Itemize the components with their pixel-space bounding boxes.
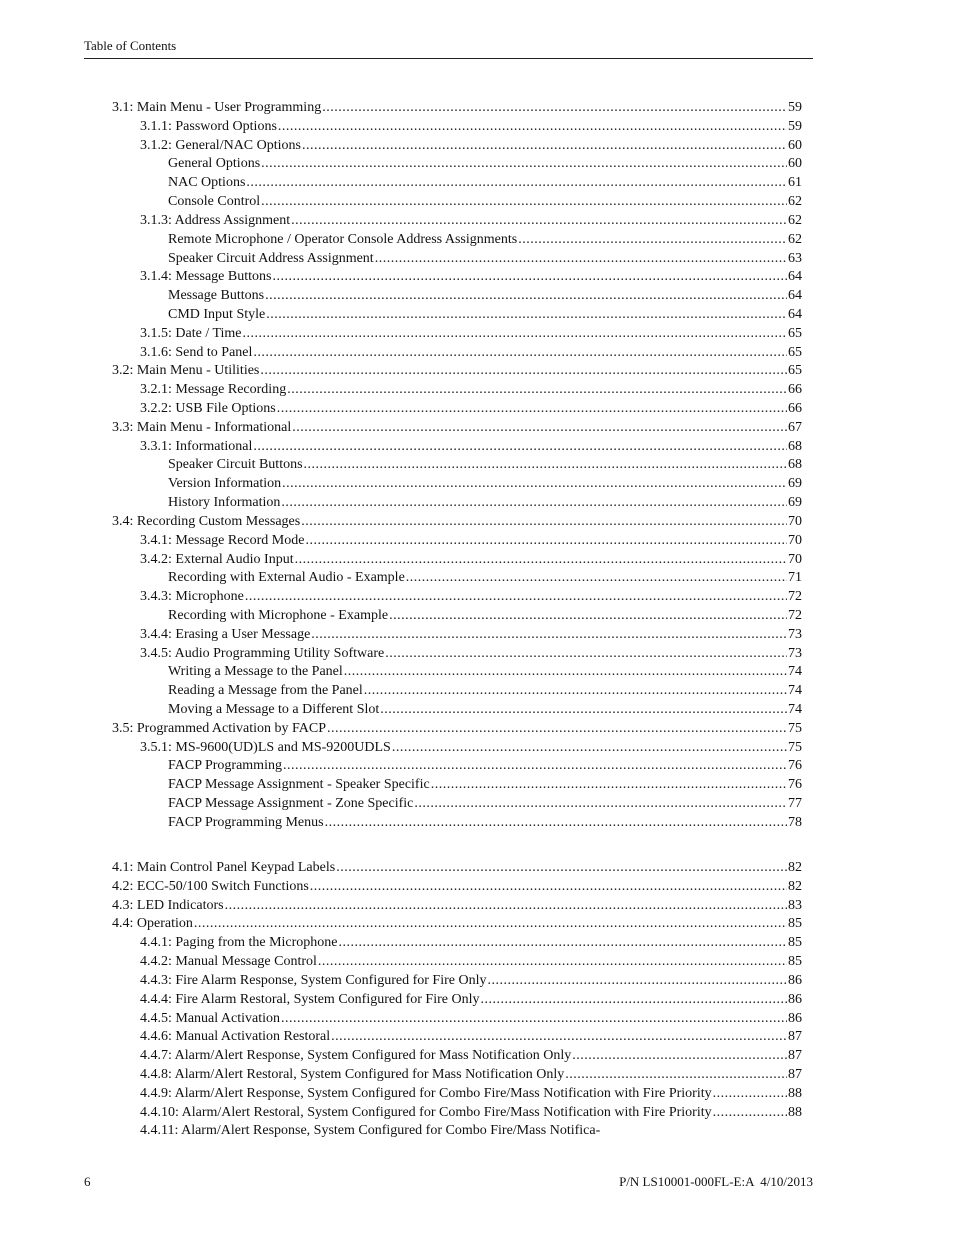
toc-entry-title: Moving a Message to a Different Slot: [168, 702, 380, 717]
toc-entry-title: 3.1.3: Address Assignment: [140, 212, 291, 228]
toc-dot-leader: [304, 456, 787, 475]
toc-dot-leader: [246, 174, 787, 193]
toc-dot-leader: [389, 607, 787, 626]
toc-entry-title: CMD Input Style: [168, 306, 266, 322]
toc-entry[interactable]: [112, 897, 802, 916]
footer-page-number: 6: [84, 1174, 91, 1189]
toc-dot-leader: [431, 776, 787, 795]
toc-entry-page: 88: [788, 1104, 802, 1120]
toc-dot-leader: [243, 325, 787, 344]
toc-entry-page: 67: [788, 419, 802, 435]
toc-entry-title: 3.3: Main Menu - Informational: [112, 419, 292, 435]
toc-entry-page: 86: [788, 991, 802, 1007]
toc-entry[interactable]: [112, 757, 802, 776]
toc-entry-title: Speaker Circuit Address Assignment: [168, 250, 374, 266]
toc-dot-leader: [287, 381, 787, 400]
toc-dot-leader: [344, 663, 787, 682]
toc-entry-page: 66: [788, 401, 802, 416]
toc-dot-leader: [713, 1085, 787, 1104]
toc-dot-leader: [713, 1104, 787, 1123]
toc-entry-page: 87: [788, 1029, 802, 1045]
toc-entry[interactable]: [112, 878, 802, 897]
toc-entry-title: 3.4.5: Audio Programming Utility Software: [140, 645, 385, 661]
toc-dot-leader: [327, 720, 787, 739]
toc-entry[interactable]: [112, 287, 802, 306]
toc-entry[interactable]: [112, 814, 802, 833]
toc-entry-title: 4.4.2: Manual Message Control: [140, 954, 317, 970]
toc-entry[interactable]: [112, 1047, 802, 1066]
toc-entry-page: 70: [788, 532, 802, 548]
toc-entry-page: 71: [788, 570, 802, 586]
toc-entry-page: 87: [788, 1048, 802, 1064]
toc-entry-page: 83: [788, 897, 802, 913]
toc-entry[interactable]: [112, 991, 802, 1010]
toc-dot-leader: [266, 306, 787, 325]
toc-entry-title: 3.1.6: Send to Panel: [140, 344, 253, 360]
toc-entry-title: 3.4.2: External Audio Input: [140, 551, 294, 567]
toc-dot-leader: [291, 212, 787, 231]
toc-entry-page: 64: [788, 288, 802, 304]
toc-entry[interactable]: [112, 268, 802, 287]
toc-entry-title: NAC Options: [168, 175, 246, 191]
toc-dot-leader: [283, 757, 787, 776]
toc-entry-page: 87: [788, 1066, 802, 1082]
toc-entry-title: 3.1: Main Menu - User Programming: [112, 100, 322, 115]
toc-entry-title: 4.2: ECC-50/100 Switch Functions: [112, 878, 309, 894]
toc-dot-leader: [480, 991, 787, 1010]
toc-dot-leader: [518, 231, 787, 250]
toc-entry[interactable]: [112, 972, 802, 991]
toc-entry-title: 4.4.5: Manual Activation: [140, 1010, 280, 1026]
toc-dot-leader: [487, 972, 787, 991]
toc-entry-title: 3.5: Programmed Activation by FACP: [112, 720, 327, 736]
toc-entry-page: 82: [788, 878, 802, 894]
toc-entry-title: 3.4.1: Message Record Mode: [140, 532, 305, 548]
toc-entry-title: 3.2.1: Message Recording: [140, 382, 287, 398]
toc-dot-leader: [278, 118, 787, 137]
toc-dot-leader: [282, 475, 787, 494]
toc-entry[interactable]: [112, 1104, 802, 1123]
toc-entry-title: 4.4.4: Fire Alarm Restoral, System Configured for Fire Only: [140, 991, 480, 1007]
toc-entry-title: FACP Programming Menus: [168, 814, 324, 830]
toc-entry[interactable]: [112, 859, 802, 878]
toc-entry[interactable]: [112, 588, 802, 607]
toc-entry[interactable]: [112, 118, 802, 137]
toc-entry-title: 3.2.2: USB File Options: [140, 401, 276, 416]
toc-entry[interactable]: [112, 456, 802, 475]
toc-dot-leader: [272, 268, 787, 287]
toc-entry-page: 74: [788, 702, 802, 717]
toc-entry[interactable]: [112, 174, 802, 193]
toc-entry-page: 86: [788, 1010, 802, 1026]
toc-entry-page: 85: [788, 935, 802, 951]
toc-dot-leader: [572, 1047, 787, 1066]
toc-entry-title: 3.5.1: MS-9600(UD)LS and MS-9200UDLS: [140, 739, 391, 755]
toc-entry[interactable]: [112, 607, 802, 626]
toc-dot-leader: [339, 934, 787, 953]
toc-entry-title: Speaker Circuit Buttons: [168, 457, 303, 473]
toc-entry-title: 3.3.1: Informational: [140, 438, 253, 454]
toc-entry-page: 60: [788, 137, 802, 153]
toc-dot-leader: [295, 551, 787, 570]
toc-entry-page: 72: [788, 607, 802, 623]
toc-entry-page: 63: [788, 250, 802, 266]
toc-entry-title: Writing a Message to the Panel: [168, 664, 343, 680]
toc-entry-title: 4.4.11: Alarm/Alert Response, System Configured for Combo Fire/Mass Notifica-: [140, 1123, 601, 1139]
toc-entry-page: 70: [788, 551, 802, 567]
toc-entry[interactable]: [112, 701, 802, 720]
toc-entry-title: General Options: [168, 156, 261, 172]
toc-entry[interactable]: [112, 155, 802, 174]
toc-entry-page: 70: [788, 513, 802, 529]
toc-dot-leader: [265, 287, 787, 306]
toc-dot-leader: [261, 193, 787, 212]
toc-dot-leader: [318, 953, 787, 972]
toc-entry-page: 65: [788, 325, 802, 341]
toc-entry[interactable]: [112, 934, 802, 953]
toc-entry-page: 60: [788, 156, 802, 172]
toc-entry[interactable]: [112, 212, 802, 231]
toc-entry-page: 68: [788, 438, 802, 454]
toc-entry-page: 62: [788, 231, 802, 247]
toc-entry[interactable]: [112, 475, 802, 494]
toc-entry-title: FACP Programming: [168, 758, 282, 774]
toc-entry-title: 3.1.2: General/NAC Options: [140, 137, 301, 153]
toc-dot-leader: [245, 588, 787, 607]
toc-entry-page: 59: [788, 118, 802, 134]
toc-entry-title: 3.1.1: Password Options: [140, 118, 277, 134]
toc-dot-leader: [375, 250, 787, 269]
toc-entry[interactable]: [112, 419, 802, 438]
toc-entry-page: 73: [788, 645, 802, 661]
toc-entry-title: 4.4.1: Paging from the Microphone: [140, 935, 338, 951]
toc-entry-page: 72: [788, 589, 802, 605]
toc-entry-page: 85: [788, 954, 802, 970]
toc-dot-leader: [281, 1010, 787, 1029]
toc-dot-leader: [253, 438, 787, 457]
toc-entry-page: 78: [788, 814, 802, 830]
toc-entry[interactable]: [112, 381, 802, 400]
toc-entry[interactable]: [112, 231, 802, 250]
toc-entry[interactable]: [112, 513, 802, 532]
toc-entry[interactable]: [112, 915, 802, 934]
toc-entry[interactable]: [112, 776, 802, 795]
toc-entry[interactable]: [112, 645, 802, 664]
toc-entry-title: FACP Message Assignment - Zone Specific: [168, 796, 414, 812]
toc-dot-leader: [260, 362, 787, 381]
toc-entry[interactable]: [112, 626, 802, 645]
toc-entry-title: Message Buttons: [168, 288, 265, 304]
toc-entry-title: 4.4.10: Alarm/Alert Restoral, System Configured for Combo Fire/Mass Notification with Fire Priority: [140, 1104, 712, 1120]
toc-dot-leader: [406, 569, 787, 588]
toc-entry-page: 65: [788, 344, 802, 360]
toc-entry-page: 62: [788, 212, 802, 228]
header-title: Table of Contents: [84, 38, 177, 53]
toc-entry[interactable]: [112, 400, 802, 419]
toc-entry[interactable]: [112, 682, 802, 701]
toc-dot-leader: [331, 1028, 787, 1047]
toc-entry-page: 82: [788, 860, 802, 875]
toc-entry-page: 64: [788, 269, 802, 285]
toc-entry-page: 65: [788, 363, 802, 379]
toc-entry[interactable]: [112, 551, 802, 570]
toc-dot-leader: [302, 137, 787, 156]
toc-dot-leader: [385, 645, 787, 664]
toc-dot-leader: [277, 400, 787, 419]
toc-dot-leader: [325, 814, 787, 833]
toc-entry[interactable]: [112, 193, 802, 212]
toc-entry-page: 75: [788, 739, 802, 755]
toc-entry-title: 4.4: Operation: [112, 916, 193, 932]
toc-entry[interactable]: [112, 438, 802, 457]
toc-entry[interactable]: [112, 137, 802, 156]
toc-entry[interactable]: [112, 1010, 802, 1029]
toc-entry[interactable]: [112, 532, 802, 551]
toc-entry-title: Reading a Message from the Panel: [168, 683, 363, 699]
toc-entry-title: 4.4.8: Alarm/Alert Restoral, System Configured for Mass Notification Only: [140, 1066, 565, 1082]
toc-entry[interactable]: [112, 306, 802, 325]
toc-entry[interactable]: [112, 1085, 802, 1104]
toc-entry-title: 4.4.3: Fire Alarm Response, System Configured for Fire Only: [140, 972, 487, 988]
toc-entry-title: Console Control: [168, 194, 261, 210]
toc-dot-leader: [305, 532, 787, 551]
toc-entry[interactable]: [112, 663, 802, 682]
toc-entry-title: 3.4.4: Erasing a User Message: [140, 626, 311, 642]
toc-entry-page: 73: [788, 626, 802, 642]
toc-entry[interactable]: [112, 362, 802, 381]
toc-entry[interactable]: [112, 344, 802, 363]
toc-entry-title: Remote Microphone / Operator Console Address Assignments: [168, 231, 518, 247]
toc-dot-leader: [364, 682, 787, 701]
toc-entry[interactable]: [112, 739, 802, 758]
toc-entry[interactable]: [112, 325, 802, 344]
toc-entry-title: 3.2: Main Menu - Utilities: [112, 363, 260, 379]
toc-dot-leader: [253, 344, 787, 363]
toc-entry[interactable]: [112, 720, 802, 739]
toc-dot-leader: [380, 701, 787, 720]
toc-entry-page: 74: [788, 683, 802, 699]
toc-entry-page: 88: [788, 1085, 802, 1101]
toc-entry[interactable]: [112, 494, 802, 513]
toc-entry-page: 61: [788, 175, 802, 191]
toc-entry-title: 3.4: Recording Custom Messages: [112, 513, 301, 529]
toc-entry-title: 4.3: LED Indicators: [112, 897, 224, 913]
toc-entry[interactable]: [112, 99, 802, 118]
toc-dot-leader: [194, 915, 787, 934]
toc-entry-page: 69: [788, 476, 802, 492]
toc-entry[interactable]: [112, 569, 802, 588]
toc-dot-leader: [301, 513, 787, 532]
toc-dot-leader: [281, 494, 787, 513]
toc-entry-title: 4.4.7: Alarm/Alert Response, System Configured for Mass Notification Only: [140, 1048, 572, 1064]
toc-dot-leader: [311, 626, 787, 645]
toc-dot-leader: [292, 419, 787, 438]
toc-entry-page: 77: [788, 796, 802, 812]
toc-entry[interactable]: [112, 953, 802, 972]
toc-dot-leader: [565, 1066, 787, 1085]
toc-entry-title: 3.4.3: Microphone: [140, 589, 244, 605]
toc-dot-leader: [322, 99, 787, 118]
toc-entry-title: History Information: [168, 495, 281, 511]
toc-entry-title: 4.1: Main Control Panel Keypad Labels: [112, 860, 336, 875]
toc-entry-title: Recording with External Audio - Example: [168, 570, 405, 586]
toc-entry-page: 76: [788, 758, 802, 774]
toc-entry-page: 74: [788, 664, 802, 680]
toc-dot-leader: [225, 897, 787, 916]
toc-entry[interactable]: [112, 1122, 802, 1141]
toc-entry[interactable]: [112, 795, 802, 814]
toc-entry-page: 69: [788, 495, 802, 511]
toc-entry-page: 59: [788, 100, 802, 115]
toc-dot-leader: [261, 155, 787, 174]
toc-entry-page: 85: [788, 916, 802, 932]
toc-entry-title: FACP Message Assignment - Speaker Specific: [168, 777, 430, 793]
toc-entry-page: 66: [788, 382, 802, 398]
toc-entry-page: 76: [788, 777, 802, 793]
toc-dot-leader: [310, 878, 787, 897]
toc-entry-page: 62: [788, 194, 802, 210]
toc-dot-leader: [414, 795, 787, 814]
toc-entry-title: 4.4.6: Manual Activation Restoral: [140, 1029, 331, 1045]
toc-entry[interactable]: [112, 1028, 802, 1047]
toc-entry[interactable]: [112, 1066, 802, 1085]
toc-entry-page: 68: [788, 457, 802, 473]
toc-entry-title: 4.4.9: Alarm/Alert Response, System Configured for Combo Fire/Mass Notification with Fire Priority: [140, 1085, 712, 1101]
page-header: [84, 38, 813, 59]
toc-dot-leader: [336, 859, 787, 878]
toc-entry-title: 3.1.5: Date / Time: [140, 325, 242, 341]
toc-entry-page: 75: [788, 720, 802, 736]
toc-list-chapter-3: [112, 99, 802, 833]
toc-entry[interactable]: [112, 250, 802, 269]
toc-entry-title: Version Information: [168, 476, 282, 492]
toc-entry-title: 3.1.4: Message Buttons: [140, 269, 272, 285]
toc-dot-leader: [392, 739, 787, 758]
footer-part-number: P/N LS10001-000FL-E:A 4/10/2013: [619, 1174, 813, 1189]
toc-entry-page: 86: [788, 972, 802, 988]
toc-entry-page: 64: [788, 306, 802, 322]
toc-list-chapter-4: [112, 859, 802, 1141]
toc-entry-title: Recording with Microphone - Example: [168, 607, 389, 623]
